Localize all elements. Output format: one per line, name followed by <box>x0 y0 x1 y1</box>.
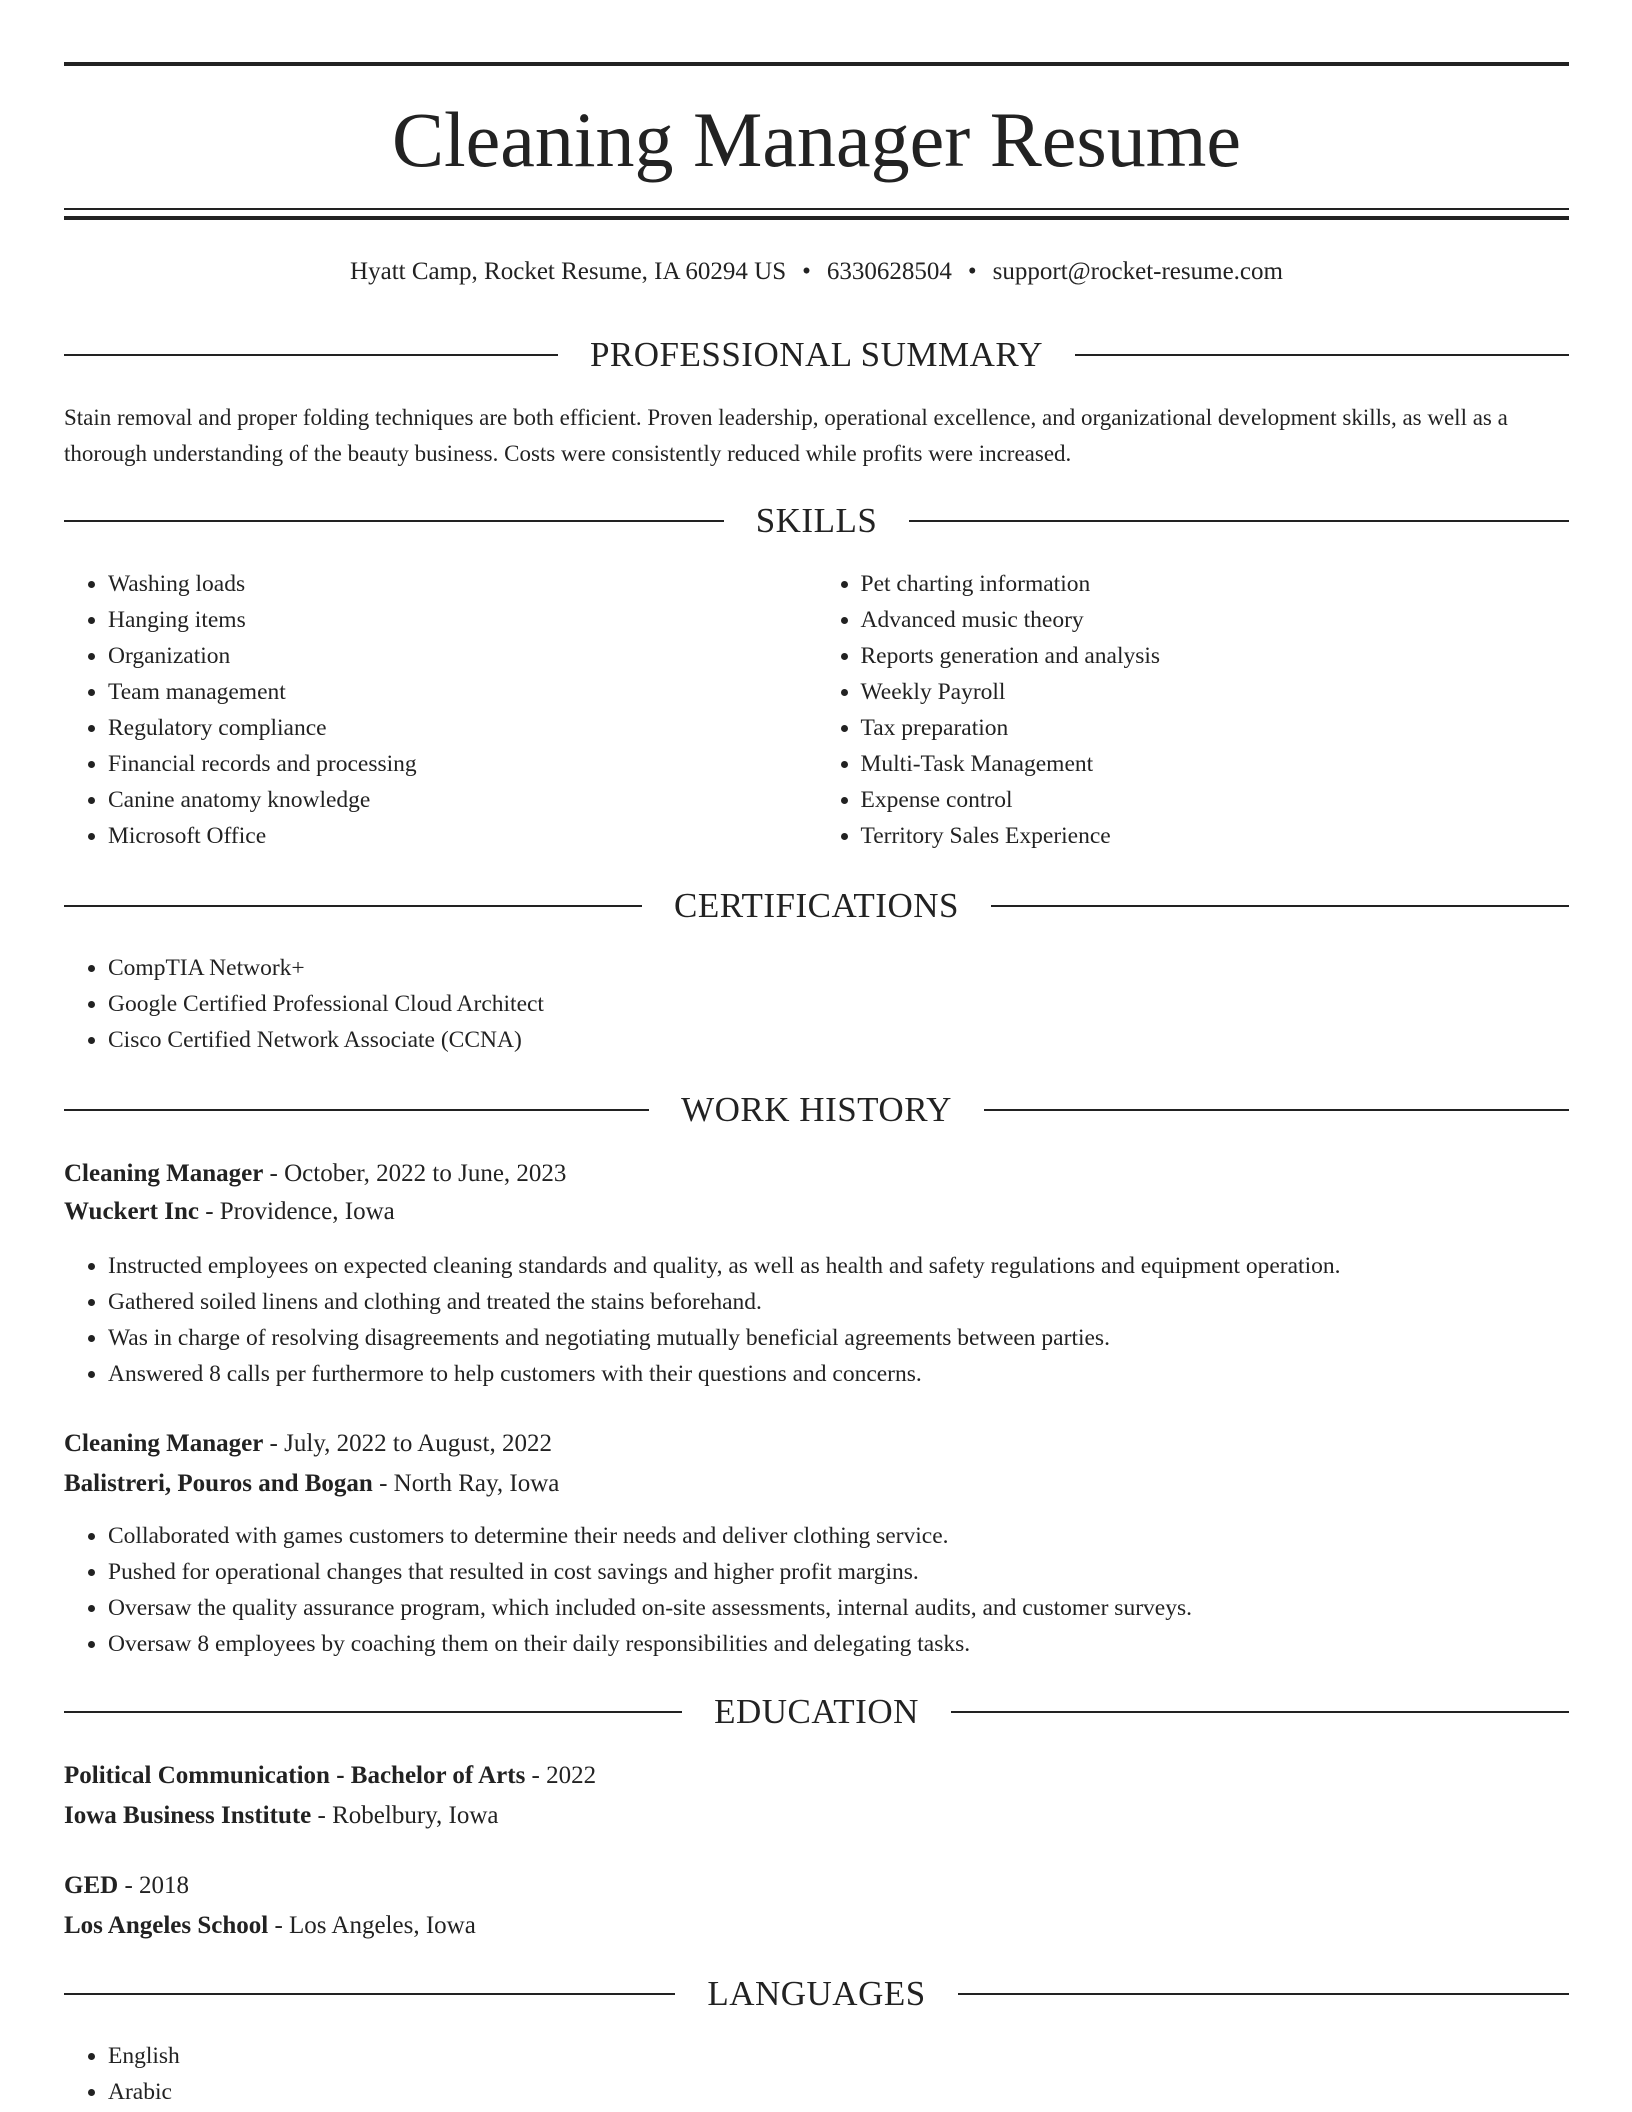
job-location: - Providence, Iowa <box>198 1198 395 1225</box>
heading-label: PROFESSIONAL SUMMARY <box>589 335 1044 374</box>
section-heading-languages <box>64 1974 1569 2014</box>
list-item: • Regulatory compliance <box>108 710 817 746</box>
job-company: Balistreri, Pouros and Bogan <box>64 1470 373 1497</box>
list-item: • Advanced music theory <box>861 602 1570 638</box>
job-title-line <box>64 1156 1569 1192</box>
list-item: • Was in charge of resolving disagreements and negotiating mutually beneficial agreements between parties. <box>108 1320 1613 1356</box>
top-rule <box>64 62 1569 66</box>
list-item: • Google Certified Professional Cloud Architect <box>108 986 1613 1022</box>
list-item: • Answered 8 calls per furthermore to help customers with their questions and concerns. <box>108 1356 1613 1392</box>
education-degree: Political Communication - Bachelor of Arts <box>64 1762 526 1789</box>
job-bullets <box>64 1248 1613 1392</box>
heading-rule <box>951 1711 1569 1713</box>
job-bullets <box>64 1518 1613 1662</box>
title-rule-thick <box>64 216 1569 220</box>
list-item: • Instructed employees on expected cleaning standards and quality, as well as health and safety regulations and equipment operation. <box>108 1248 1613 1284</box>
education-location: - Los Angeles, Iowa <box>268 1912 476 1939</box>
education-school-line <box>64 1908 1569 1944</box>
list-item: • Washing loads <box>108 566 817 602</box>
list-item: • Multi-Task Management <box>861 746 1570 782</box>
list-item: • Pet charting information <box>861 566 1570 602</box>
skills-column-left <box>64 566 817 854</box>
heading-label: EDUCATION <box>714 1692 919 1731</box>
heading-rule <box>64 905 642 907</box>
list-item: • Team management <box>108 674 817 710</box>
list-item: • Gathered soiled linens and clothing and treated the stains beforehand. <box>108 1284 1613 1320</box>
heading-rule <box>909 520 1569 522</box>
skills-column-right <box>817 566 1570 854</box>
heading-rule <box>1075 354 1569 356</box>
list-item: • Reports generation and analysis <box>861 638 1570 674</box>
heading-rule <box>64 520 724 522</box>
contact-address: Hyatt Camp, Rocket Resume, IA 60294 US <box>350 258 787 285</box>
job-dates: - July, 2022 to August, 2022 <box>263 1430 552 1457</box>
heading-rule <box>64 1993 675 1995</box>
education-school-line <box>64 1798 1569 1834</box>
heading-label: CERTIFICATIONS <box>674 886 959 925</box>
list-item: • Financial records and processing <box>108 746 817 782</box>
list-item: • Organization <box>108 638 817 674</box>
job-company: Wuckert Inc <box>64 1198 199 1225</box>
section-heading-education <box>64 1692 1569 1732</box>
list-item: • English <box>108 2038 1613 2074</box>
summary-text: Stain removal and proper folding techniques are both efficient. Proven leadership, operational excellence, and organizational development skills, as well as a thorough understanding of the beauty business. Costs were consistently reduced while profits were increased. <box>64 405 1508 466</box>
education-school: Iowa Business Institute <box>64 1802 312 1829</box>
job-company-line <box>64 1194 1569 1230</box>
list-item: • Hanging items <box>108 602 817 638</box>
list-item: • Collaborated with games customers to determine their needs and deliver clothing service. <box>108 1518 1613 1554</box>
title-rule-thin <box>64 208 1569 210</box>
section-heading-summary <box>64 335 1569 375</box>
contact-separator: • <box>967 258 977 285</box>
education-year: - 2018 <box>118 1872 190 1899</box>
section-heading-work-history <box>64 1090 1569 1130</box>
heading-rule <box>991 905 1569 907</box>
skills-list <box>64 566 1569 854</box>
heading-label: WORK HISTORY <box>681 1090 952 1129</box>
job-location: - North Ray, Iowa <box>372 1470 560 1497</box>
page-title: Cleaning Manager Resume <box>391 96 1242 183</box>
job-title-line <box>64 1426 1569 1462</box>
education-degree: GED <box>64 1872 119 1899</box>
list-item: • Oversaw 8 employees by coaching them on their daily responsibilities and delegating tasks. <box>108 1626 1613 1662</box>
heading-rule <box>64 1711 682 1713</box>
list-item: • Arabic <box>108 2074 1613 2110</box>
list-item: • Territory Sales Experience <box>861 818 1570 854</box>
education-degree-line <box>64 1868 1569 1904</box>
education-location: - Robelbury, Iowa <box>311 1802 499 1829</box>
job-role: Cleaning Manager <box>64 1430 264 1457</box>
list-item: • CompTIA Network+ <box>108 950 1613 986</box>
contact-phone[interactable]: 6330628504 <box>826 258 952 285</box>
heading-rule <box>64 1109 649 1111</box>
languages-list <box>64 2038 1613 2110</box>
list-item: • Microsoft Office <box>108 818 817 854</box>
heading-label: LANGUAGES <box>707 1974 926 2013</box>
education-school: Los Angeles School <box>64 1912 269 1939</box>
list-item: • Canine anatomy knowledge <box>108 782 817 818</box>
list-item: • Cisco Certified Network Associate (CCNA) <box>108 1022 1613 1058</box>
certifications-list <box>64 950 1613 1058</box>
job-company-line <box>64 1466 1569 1502</box>
job-role: Cleaning Manager <box>64 1160 264 1187</box>
contact-email[interactable]: support@rocket-resume.com <box>992 258 1283 285</box>
section-heading-certifications <box>64 886 1569 926</box>
heading-rule <box>958 1993 1569 1995</box>
heading-label: SKILLS <box>755 501 878 540</box>
list-item: • Weekly Payroll <box>861 674 1570 710</box>
contact-line <box>64 256 1569 288</box>
list-item: • Oversaw the quality assurance program, which included on-site assessments, internal audits, and customer surveys. <box>108 1590 1613 1626</box>
education-year: - 2022 <box>525 1762 597 1789</box>
list-item: • Expense control <box>861 782 1570 818</box>
contact-separator: • <box>802 258 811 285</box>
section-heading-skills <box>64 501 1569 541</box>
list-item: • Pushed for operational changes that resulted in cost savings and higher profit margins. <box>108 1554 1613 1590</box>
job-dates: - October, 2022 to June, 2023 <box>263 1160 567 1187</box>
heading-rule <box>64 354 558 356</box>
list-item: • Tax preparation <box>861 710 1570 746</box>
heading-rule <box>984 1109 1569 1111</box>
education-degree-line <box>64 1758 1569 1794</box>
